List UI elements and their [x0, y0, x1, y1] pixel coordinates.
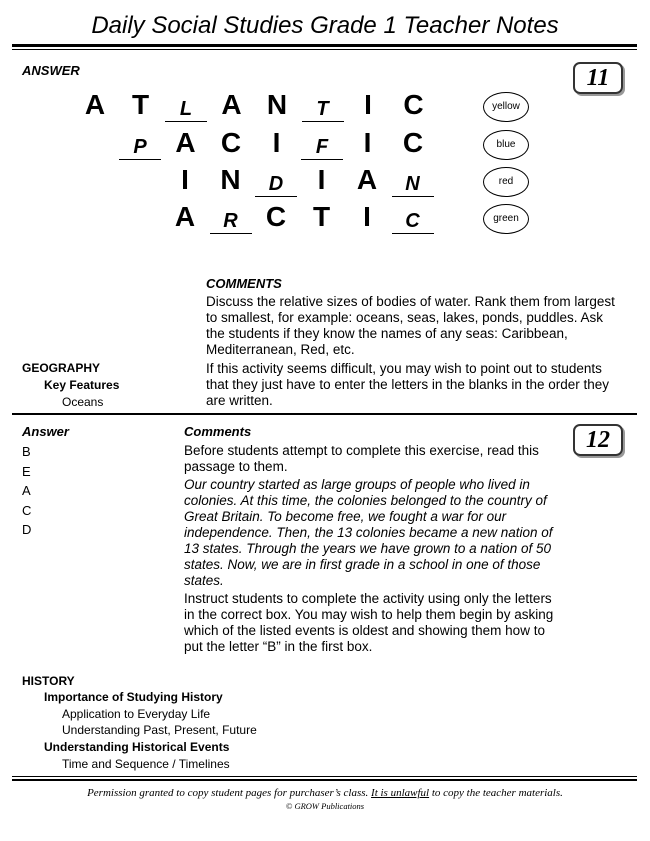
- puzzle-letter: [388, 126, 438, 160]
- intro-paragraph: Before students attempt to complete this exercise, read this passage to them.: [184, 443, 539, 474]
- answer-blank-line: [392, 196, 434, 197]
- puzzle-letter: [389, 88, 439, 122]
- puzzle-blank: [115, 126, 165, 160]
- printed-letter: T: [312, 201, 331, 232]
- header-rule-thin: [12, 49, 637, 50]
- subject-geography: GEOGRAPHY: [22, 361, 101, 375]
- puzzle-letter: [116, 88, 166, 122]
- printed-letter: I: [363, 127, 372, 158]
- filled-answer-letter: R: [223, 210, 238, 232]
- filled-answer-letter: T: [316, 98, 329, 120]
- topic-understanding-events: Understanding Historical Events: [44, 740, 230, 754]
- puzzle-letter: [252, 126, 302, 160]
- subject-history: HISTORY: [22, 674, 75, 688]
- filled-answer-letter: C: [405, 210, 420, 232]
- puzzle-letter: [206, 163, 256, 197]
- header-rule-thick: [12, 44, 637, 47]
- permission-notice: [0, 787, 650, 799]
- answer-letter: E: [22, 463, 31, 479]
- puzzle-blank: [206, 200, 256, 234]
- answer-blank-line: [165, 121, 207, 122]
- answer-letter: D: [22, 522, 32, 537]
- puzzle-letter: [297, 200, 347, 234]
- comment-paragraph-2: If this activity seems difficult, you may wish to point out to students that they just have to enter the letters in the blanks in the order they are written.: [206, 361, 609, 408]
- color-oval-yellow: yellow: [483, 92, 529, 122]
- printed-letter: A: [356, 164, 378, 195]
- printed-letter: N: [220, 164, 241, 195]
- printed-letter: C: [402, 127, 424, 158]
- printed-letter: A: [174, 201, 196, 232]
- puzzle-letter: [206, 126, 256, 160]
- puzzle-letter: [343, 126, 393, 160]
- comment-paragraph-1: Discuss the relative sizes of bodies of water. Rank them from largest to smallest, for example: oceans, seas, lakes, ponds, puddles. Ask the students if they know the names of any seas: Caribbean, Mediterranean, Red, etc.: [206, 294, 615, 357]
- subtopic-everyday-life: Application to Everyday Life: [62, 707, 211, 721]
- permission-text: Permission granted to copy student pages for purchaser’s class.: [87, 787, 372, 799]
- answer-list: [22, 442, 31, 540]
- subtopic-oceans: Oceans: [62, 395, 104, 409]
- section-divider: [12, 413, 637, 415]
- permission-text-end: to copy the teacher materials.: [429, 787, 563, 799]
- printed-letter: T: [131, 89, 150, 120]
- puzzle-letter: [251, 200, 301, 234]
- puzzle-letter: [161, 126, 211, 160]
- answer-blank-line: [392, 233, 434, 234]
- color-oval-blue: blue: [483, 130, 529, 160]
- activity-number-11: 11: [573, 62, 623, 94]
- puzzle-blank: [297, 126, 347, 160]
- puzzle-letter: [343, 88, 393, 122]
- color-oval-green: green: [483, 204, 529, 234]
- answer-blank-line: [210, 233, 252, 234]
- topic-key-features: Key Features: [44, 378, 120, 392]
- filled-answer-letter: N: [405, 173, 420, 195]
- printed-letter: C: [265, 201, 287, 232]
- puzzle-letter: [297, 163, 347, 197]
- instruction-paragraph: Instruct students to complete the activity using only the letters in the correct box. You may wish to help them begin by asking which of the listed events is oldest and showing them how to put the letter “B” in the first box.: [184, 591, 554, 654]
- answer-label-11: ANSWER: [22, 63, 80, 78]
- filled-answer-letter: D: [268, 173, 284, 195]
- topic-importance: Importance of Studying History: [44, 690, 223, 704]
- answer-blank-line: [255, 196, 297, 197]
- answer-blank-line: [302, 121, 344, 122]
- puzzle-letter: [207, 88, 257, 122]
- unlawful-text: It is unlawful: [371, 787, 430, 799]
- printed-letter: A: [221, 89, 242, 120]
- puzzle-blank: [251, 163, 301, 197]
- puzzle-letter: [342, 163, 392, 197]
- subtopic-past-present-future: Understanding Past, Present, Future: [62, 723, 257, 737]
- puzzle-blank: [388, 200, 438, 234]
- printed-letter: N: [266, 89, 288, 120]
- color-oval-red: red: [483, 167, 529, 197]
- puzzle-letter: [70, 88, 120, 122]
- puzzle-letter: [252, 88, 302, 122]
- answer-letter: A: [22, 483, 31, 498]
- printed-letter: C: [403, 89, 424, 120]
- puzzle-blank: [388, 163, 438, 197]
- activity-number-12: 12: [573, 424, 623, 456]
- footer-rule-thick: [12, 779, 637, 781]
- puzzle-blank: [161, 88, 211, 122]
- filled-answer-letter: P: [133, 136, 147, 158]
- comments-label-11: COMMENTS: [206, 276, 282, 291]
- puzzle-letter: [160, 200, 210, 234]
- answer-letter: B: [22, 444, 31, 459]
- read-aloud-passage: Our country started as large groups of people who lived in colonies. At this time, the colonies belonged to the country of Great Britain. To become free, we fought a war for our independence. Then, the 13 colonies became a new nation of 13 states. Through the years we have grown to a nation of 50 states. Now, we are in first grade in a school in one of those states.: [184, 477, 553, 588]
- footer-rule-thin: [12, 776, 637, 777]
- puzzle-letter: [160, 163, 210, 197]
- comments-label-12: Comments: [184, 424, 252, 439]
- puzzle-letter: [342, 200, 392, 234]
- copyright-notice: © GROW Publications: [285, 801, 365, 811]
- printed-letter: C: [220, 127, 242, 158]
- filled-answer-letter: F: [315, 136, 329, 158]
- printed-letter: I: [181, 164, 189, 195]
- answer-blank-line: [119, 159, 161, 160]
- printed-letter: A: [175, 127, 196, 158]
- answer-label-12: Answer: [22, 424, 69, 439]
- page-title: Daily Social Studies Grade 1 Teacher Notes: [91, 12, 559, 39]
- filled-answer-letter: L: [179, 98, 193, 120]
- printed-letter: I: [272, 127, 281, 158]
- subtopic-timelines: Time and Sequence / Timelines: [62, 757, 230, 771]
- printed-letter: A: [84, 89, 106, 120]
- answer-letter: C: [22, 502, 32, 518]
- answer-blank-line: [301, 159, 343, 160]
- printed-letter: I: [364, 89, 372, 120]
- puzzle-blank: [298, 88, 348, 122]
- printed-letter: I: [363, 201, 371, 232]
- printed-letter: I: [317, 164, 326, 195]
